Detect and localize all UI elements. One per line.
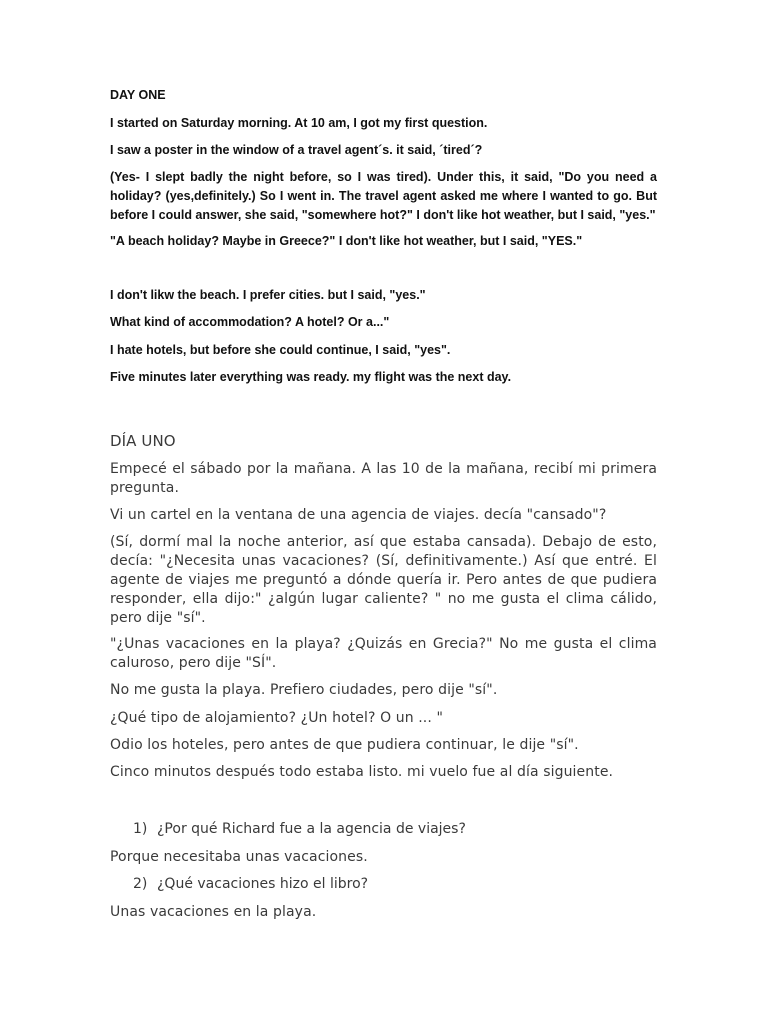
english-paragraph-1: I started on Saturday morning. At 10 am, I got my first question. <box>110 116 488 130</box>
question-number-2: 2) <box>133 876 148 892</box>
spanish-paragraph-3: (Sí, dormí mal la noche anterior, así que estaba cansada). Debajo de esto, decía: "¿Necesita unas vacaciones? (Sí, definitivamente.) Así que entré. El agente de viajes me preguntó a dónde quería ir. Pero antes de que pudiera responder, ella dijo:" ¿algún lugar caliente? " no me gusta el clima cálido, pero dije "sí". <box>110 534 657 626</box>
spanish-paragraph-7: Odio los hoteles, pero antes de que pudiera continuar, le dije "sí". <box>110 737 579 753</box>
spanish-paragraph-6: ¿Qué tipo de alojamiento? ¿Un hotel? O un ... " <box>110 710 443 726</box>
english-paragraph-5: I don't likw the beach. I prefer cities. but I said, "yes." <box>110 288 426 302</box>
answer-text-1: Porque necesitaba unas vacaciones. <box>110 849 368 865</box>
question-text-2: ¿Qué vacaciones hizo el libro? <box>157 876 369 892</box>
spanish-heading: DÍA UNO <box>110 432 176 450</box>
english-paragraph-6: What kind of accommodation? A hotel? Or a..." <box>110 315 390 329</box>
spanish-paragraph-4: "¿Unas vacaciones en la playa? ¿Quizás en Grecia?" No me gusta el clima caluroso, pero dije "SÍ". <box>110 636 657 671</box>
english-paragraph-8: Five minutes later everything was ready. my flight was the next day. <box>110 370 512 384</box>
answer-text-2: Unas vacaciones en la playa. <box>110 904 317 920</box>
english-paragraph-4: "A beach holiday? Maybe in Greece?" I don't like hot weather, but I said, "YES." <box>110 234 583 248</box>
english-paragraph-7: I hate hotels, but before she could continue, I said, "yes". <box>110 343 451 357</box>
english-heading: DAY ONE <box>110 88 166 102</box>
question-number-1: 1) <box>133 821 148 837</box>
spanish-paragraph-5: No me gusta la playa. Prefiero ciudades, pero dije "sí". <box>110 682 498 698</box>
english-paragraph-3: (Yes- I slept badly the night before, so I was tired). Under this, it said, "Do you need a holiday? (yes,definitely.) So I went in. The travel agent asked me where I wanted to go. But before I could answer, she said, "somewhere hot?" I don't like hot weather, but I said, "yes." <box>110 170 657 222</box>
english-paragraph-2: I saw a poster in the window of a travel agent´s. it said, ´tired´? <box>110 143 483 157</box>
spanish-paragraph-1: Empecé el sábado por la mañana. A las 10 de la mañana, recibí mi primera pregunta. <box>110 461 657 496</box>
question-text-1: ¿Por qué Richard fue a la agencia de viajes? <box>157 821 466 837</box>
spanish-paragraph-2: Vi un cartel en la ventana de una agencia de viajes. decía "cansado"? <box>110 507 607 523</box>
spanish-paragraph-8: Cinco minutos después todo estaba listo. mi vuelo fue al día siguiente. <box>110 764 614 780</box>
